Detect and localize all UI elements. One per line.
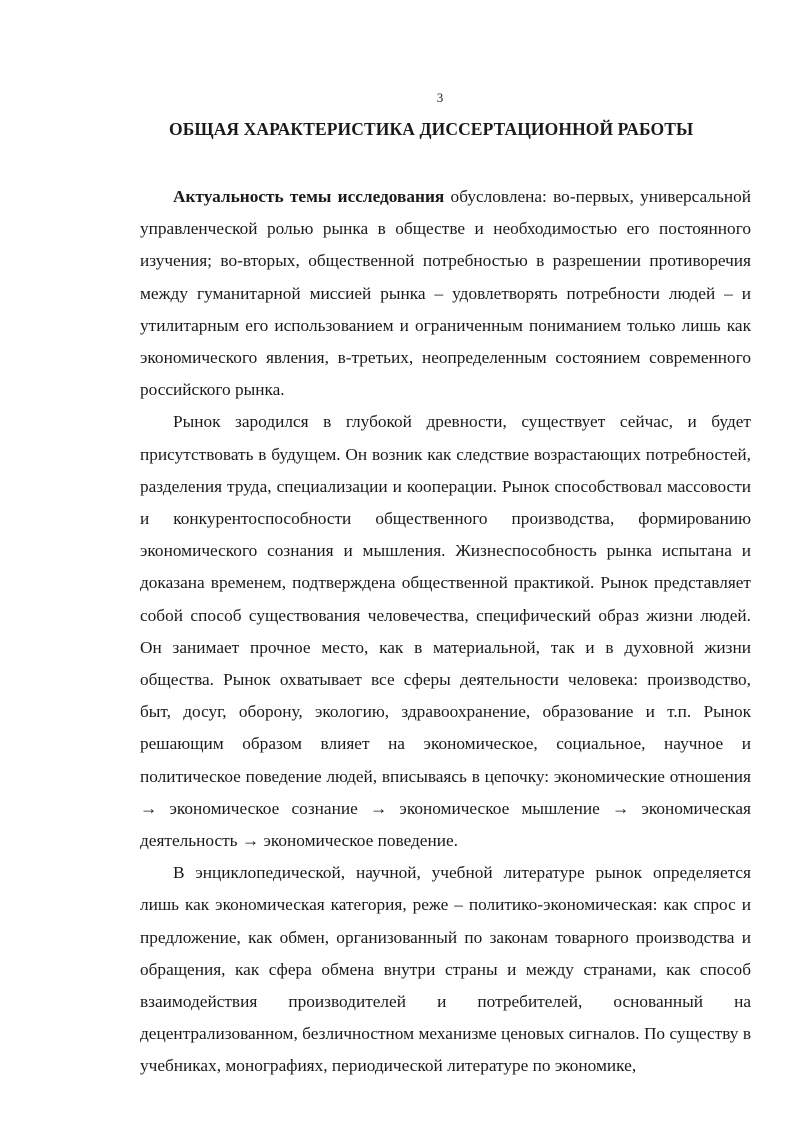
paragraph-text: обусловлена: во-первых, универсальной управленческой ролью рынка в обществе и необходимостью его постоянного изучения; во-вторых, общественной потребностью в разрешении противоречия между гуманитарной миссией рынка – удовлетворять потребности людей – и утилитарным его использованием и ограниченным пониманием только лишь как экономического явления, в-третьих, неопределенным состоянием современного российского рынка. [140,187,751,400]
body-text [140,181,751,1083]
page-number: 3 [436,90,444,105]
paragraph-relevance [140,181,751,406]
paragraph-lead: Актуальность темы исследования [173,187,445,206]
paragraph-market-history: Рынок зародился в глубокой древности, существует сейчас, и будет присутствовать в будущем. Он возник как следствие возрастающих потребностей, разделения труда, специализации и кооперации. Рынок способствовал массовости и конкурентоспособности общественного производства, формированию экономического сознания и мышления. Жизнеспособность рынка испытана и доказана временем, подтверждена общественной практикой. Рынок представляет собой способ существования человечества, специфический образ жизни людей. Он занимает прочное место, как в материальной, так и в духовной жизни общества. Рынок охватывает все сферы деятельности человека: производство, быт, досуг, оборону, экологию, здравоохранение, образование и т.п. Рынок решающим образом влияет на экономическое, социальное, научное и политическое поведение людей, вписываясь в цепочку: экономические отношения → экономическое сознание → экономическое мышление → экономическая деятельность → экономическое поведение. [140,412,751,851]
paragraph-market-definition: В энциклопедической, научной, учебной литературе рынок определяется лишь как экономическая категория, реже – политико-экономическая: как спрос и предложение, как обмен, организованный по законам товарного производства и обращения, как сфера обмена внутри страны и между странами, как способ взаимодействия производителей и потребителей, основанный на децентрализованном, безличностном механизме ценовых сигналов. По существу в учебниках, монографиях, периодической литературе по экономике, [140,863,751,1076]
section-heading: ОБЩАЯ ХАРАКТЕРИСТИКА ДИССЕРТАЦИОННОЙ РАБОТЫ [169,119,694,139]
